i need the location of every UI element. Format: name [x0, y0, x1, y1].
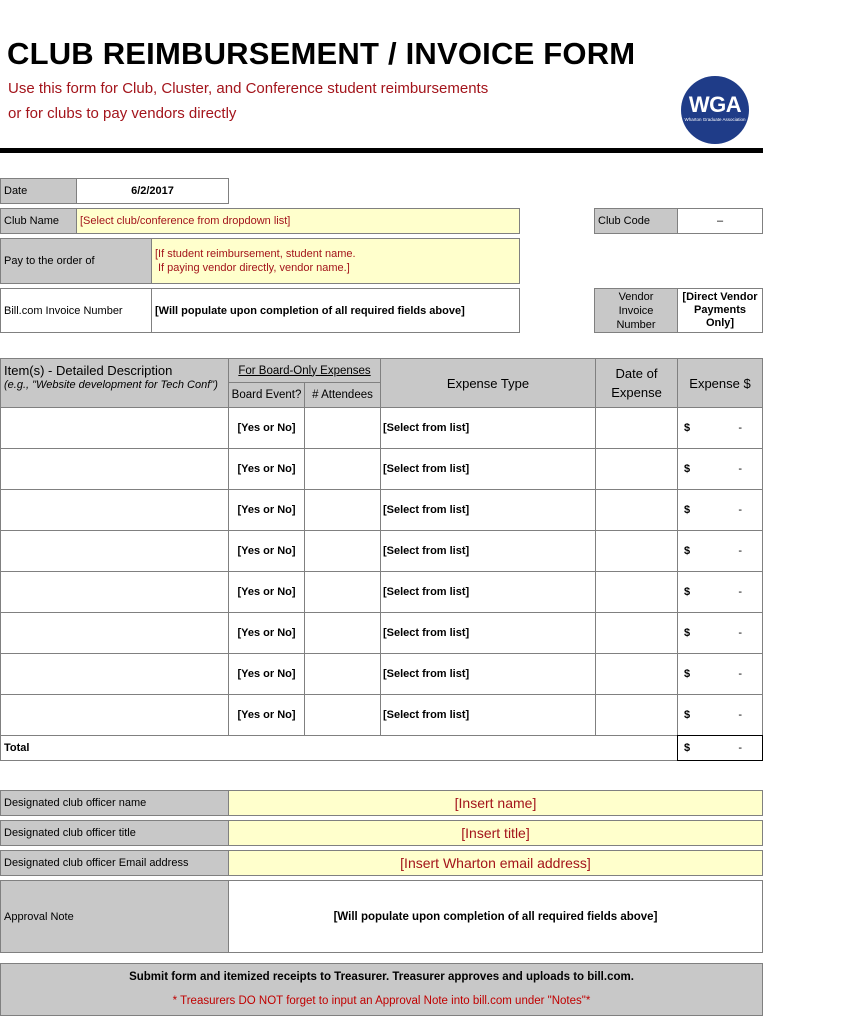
row-description[interactable]	[0, 489, 229, 531]
row-expense-type[interactable]: [Select from list]	[380, 612, 596, 654]
row-expense-type[interactable]: [Select from list]	[380, 530, 596, 572]
vendor-invoice-field[interactable]: [Direct Vendor Payments Only]	[677, 288, 763, 333]
row-currency: $	[684, 627, 691, 639]
row-currency: $	[684, 586, 691, 598]
expense-amount-header: Expense $	[677, 358, 763, 408]
club-code-label: Club Code	[594, 208, 678, 234]
total-amount	[677, 735, 763, 761]
row-amount[interactable]	[677, 694, 763, 736]
total-amount-value: -	[738, 742, 742, 754]
row-board-event[interactable]: [Yes or No]	[228, 407, 305, 449]
row-amount-value: -	[738, 586, 742, 598]
row-description[interactable]	[0, 407, 229, 449]
board-event-header: Board Event?	[228, 382, 305, 408]
form-title: CLUB REIMBURSEMENT / INVOICE FORM	[7, 36, 636, 71]
row-attendees[interactable]	[304, 530, 381, 572]
row-date[interactable]	[595, 530, 678, 572]
subtitle-line-1: Use this form for Club, Cluster, and Conference student reimbursements	[8, 80, 489, 97]
row-expense-type[interactable]: [Select from list]	[380, 448, 596, 490]
row-amount-value: -	[738, 627, 742, 639]
row-currency: $	[684, 463, 691, 475]
row-currency: $	[684, 668, 691, 680]
row-expense-type[interactable]: [Select from list]	[380, 407, 596, 449]
row-amount-value: -	[738, 709, 742, 721]
row-date[interactable]	[595, 612, 678, 654]
officer-email-label: Designated club officer Email address	[0, 850, 229, 876]
row-description[interactable]	[0, 694, 229, 736]
row-amount[interactable]	[677, 489, 763, 531]
approval-note-field: [Will populate upon completion of all required fields above]	[228, 880, 763, 953]
row-date[interactable]	[595, 694, 678, 736]
row-amount[interactable]	[677, 407, 763, 449]
row-amount[interactable]	[677, 530, 763, 572]
row-currency: $	[684, 709, 691, 721]
row-amount-value: -	[738, 463, 742, 475]
officer-title-field[interactable]: [Insert title]	[228, 820, 763, 846]
footer-warning: * Treasurers DO NOT forget to input an Approval Note into bill.com under "Notes"*	[172, 995, 591, 1007]
officer-name-label: Designated club officer name	[0, 790, 229, 816]
pay-to-line-1: [If student reimbursement, student name.	[155, 248, 356, 260]
row-attendees[interactable]	[304, 448, 381, 490]
attendees-header: # Attendees	[304, 382, 381, 408]
row-amount[interactable]	[677, 448, 763, 490]
items-column-header	[0, 358, 229, 408]
row-attendees[interactable]	[304, 489, 381, 531]
row-amount-value: -	[738, 422, 742, 434]
invoice-number-field: [Will populate upon completion of all required fields above]	[151, 288, 520, 333]
pay-to-line-2: If paying vendor directly, vendor name.]	[158, 262, 350, 274]
officer-name-field[interactable]: [Insert name]	[228, 790, 763, 816]
logo-text: WGA	[688, 92, 742, 117]
officer-email-field[interactable]: [Insert Wharton email address]	[228, 850, 763, 876]
header-divider	[0, 148, 763, 153]
row-attendees[interactable]	[304, 571, 381, 613]
row-board-event[interactable]: [Yes or No]	[228, 489, 305, 531]
row-amount[interactable]	[677, 653, 763, 695]
logo-subtext: Wharton Graduate Association	[684, 117, 746, 122]
wga-logo	[681, 76, 749, 144]
row-amount[interactable]	[677, 612, 763, 654]
total-label: Total	[0, 735, 678, 761]
row-description[interactable]	[0, 612, 229, 654]
items-header-example: (e.g., "Website development for Tech Conf")	[4, 379, 218, 391]
vendor-invoice-label: Vendor Invoice Number	[594, 288, 678, 333]
row-amount-value: -	[738, 545, 742, 557]
date-field[interactable]: 6/2/2017	[76, 178, 229, 204]
date-of-expense-header: Date of Expense	[595, 358, 678, 408]
row-description[interactable]	[0, 530, 229, 572]
row-expense-type[interactable]: [Select from list]	[380, 694, 596, 736]
row-board-event[interactable]: [Yes or No]	[228, 448, 305, 490]
pay-to-label: Pay to the order of	[0, 238, 152, 284]
expense-type-header: Expense Type	[380, 358, 596, 408]
row-currency: $	[684, 545, 691, 557]
row-amount[interactable]	[677, 571, 763, 613]
club-name-label: Club Name	[0, 208, 77, 234]
row-attendees[interactable]	[304, 407, 381, 449]
total-currency: $	[684, 742, 691, 754]
instructions-footer	[0, 963, 763, 1016]
row-expense-type[interactable]: [Select from list]	[380, 489, 596, 531]
row-description[interactable]	[0, 448, 229, 490]
subtitle-line-2: or for clubs to pay vendors directly	[8, 105, 237, 122]
officer-title-label: Designated club officer title	[0, 820, 229, 846]
row-board-event[interactable]: [Yes or No]	[228, 571, 305, 613]
row-description[interactable]	[0, 571, 229, 613]
row-board-event[interactable]: [Yes or No]	[228, 653, 305, 695]
row-expense-type[interactable]: [Select from list]	[380, 571, 596, 613]
row-currency: $	[684, 504, 691, 516]
row-expense-type[interactable]: [Select from list]	[380, 653, 596, 695]
row-attendees[interactable]	[304, 653, 381, 695]
row-amount-value: -	[738, 668, 742, 680]
row-board-event[interactable]: [Yes or No]	[228, 530, 305, 572]
row-amount-value: -	[738, 504, 742, 516]
pay-to-field[interactable]	[151, 238, 520, 284]
row-date[interactable]	[595, 653, 678, 695]
row-board-event[interactable]: [Yes or No]	[228, 694, 305, 736]
club-name-dropdown[interactable]: [Select club/conference from dropdown list]	[76, 208, 520, 234]
row-attendees[interactable]	[304, 694, 381, 736]
row-attendees[interactable]	[304, 612, 381, 654]
row-date[interactable]	[595, 489, 678, 531]
club-code-field: –	[677, 208, 763, 234]
approval-note-label: Approval Note	[0, 880, 229, 953]
board-only-group-header: For Board-Only Expenses	[228, 358, 381, 383]
row-currency: $	[684, 422, 691, 434]
date-label: Date	[0, 178, 77, 204]
invoice-number-label: Bill.com Invoice Number	[0, 288, 152, 333]
items-header-label: Item(s) - Detailed Description	[4, 363, 173, 378]
row-date[interactable]	[595, 571, 678, 613]
row-board-event[interactable]: [Yes or No]	[228, 612, 305, 654]
row-date[interactable]	[595, 407, 678, 449]
row-description[interactable]	[0, 653, 229, 695]
row-date[interactable]	[595, 448, 678, 490]
footer-instruction: Submit form and itemized receipts to Treasurer. Treasurer approves and uploads to bill.com.	[129, 971, 634, 983]
